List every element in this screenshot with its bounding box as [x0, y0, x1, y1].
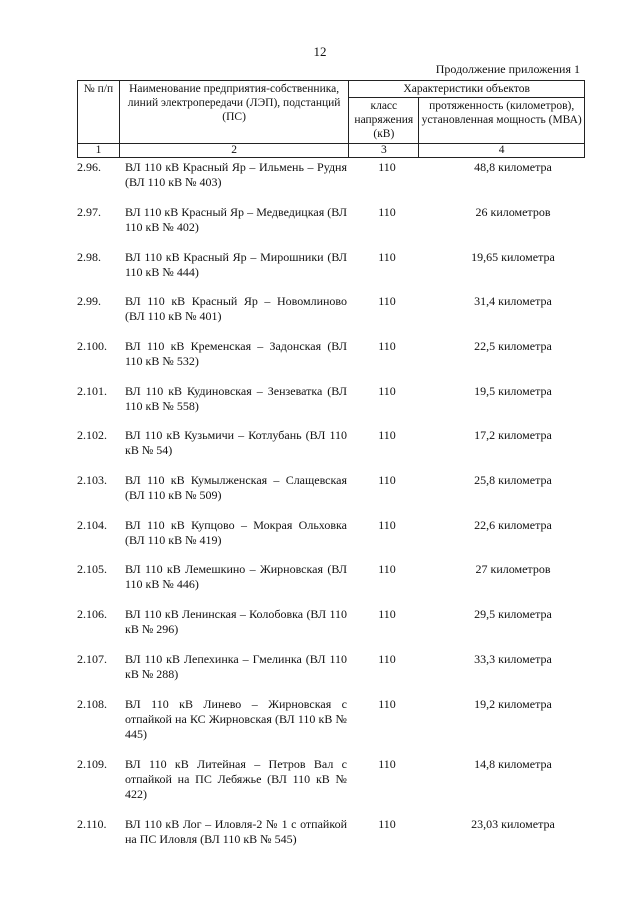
line-length: 48,8 километра [474, 160, 552, 174]
line-length: 17,2 километра [474, 428, 552, 442]
line-length: 22,5 километра [474, 339, 552, 353]
row-number: 2.103. [77, 473, 107, 487]
voltage-class: 110 [378, 473, 396, 487]
column-index-2: 2 [119, 144, 348, 158]
voltage-class: 110 [378, 562, 396, 576]
line-name: ВЛ 110 кВ Лепехинка – Гмелинка (ВЛ 110 кВ № 288) [125, 652, 347, 681]
row-number: 2.104. [77, 518, 107, 532]
line-name: ВЛ 110 кВ Линево – Жирновская с отпайкой на КС Жирновская (ВЛ 110 кВ № 445) [125, 697, 347, 741]
row-number: 2.101. [77, 384, 107, 398]
page-number: 12 [313, 44, 327, 59]
line-name: ВЛ 110 кВ Кудиновская – Зензеватка (ВЛ 110 кВ № 558) [125, 384, 347, 413]
line-name: ВЛ 110 кВ Купцово – Мокрая Ольховка (ВЛ 110 кВ № 419) [125, 518, 347, 547]
header-num: № п/п [78, 81, 120, 144]
line-length: 19,65 километра [471, 250, 555, 264]
row-number: 2.105. [77, 562, 107, 576]
line-name: ВЛ 110 кВ Литейная – Петров Вал с отпайкой на ПС Лебяжье (ВЛ 110 кВ № 422) [125, 757, 347, 801]
column-index-1: 1 [78, 144, 120, 158]
header-name: Наименование предприятия-собственника, линий электропередачи (ЛЭП), подстанций (ПС) [119, 81, 348, 144]
row-number: 2.96. [77, 160, 101, 174]
line-name: ВЛ 110 кВ Красный Яр – Медведицкая (ВЛ 110 кВ № 402) [125, 205, 347, 234]
line-name: ВЛ 110 кВ Лемешкино – Жирновская (ВЛ 110 кВ № 446) [125, 562, 347, 591]
row-number: 2.108. [77, 697, 107, 711]
voltage-class: 110 [378, 652, 396, 666]
line-length: 29,5 километра [474, 607, 552, 621]
line-length: 27 километров [475, 562, 551, 576]
header-voltage-class: класс напряжения (кВ) [349, 98, 419, 144]
column-index-4: 4 [419, 144, 585, 158]
row-number: 2.107. [77, 652, 107, 666]
voltage-class: 110 [378, 160, 396, 174]
voltage-class: 110 [378, 339, 396, 353]
line-name: ВЛ 110 кВ Красный Яр – Мирошники (ВЛ 110 кВ № 444) [125, 250, 347, 279]
line-length: 22,6 километра [474, 518, 552, 532]
voltage-class: 110 [378, 607, 396, 621]
header-extent: протяженность (километров), установленная мощность (МВА) [419, 98, 585, 144]
line-name: ВЛ 110 кВ Красный Яр – Новомлиново (ВЛ 110 кВ № 401) [125, 294, 347, 323]
row-number: 2.100. [77, 339, 107, 353]
continuation-note: Продолжение приложения 1 [435, 62, 580, 76]
line-length: 33,3 километра [474, 652, 552, 666]
line-length: 14,8 километра [474, 757, 552, 771]
row-number: 2.110. [77, 817, 107, 831]
voltage-class: 110 [378, 205, 396, 219]
voltage-class: 110 [378, 294, 396, 308]
line-name: ВЛ 110 кВ Кумылженская – Слащевская (ВЛ 110 кВ № 509) [125, 473, 347, 502]
header-characteristics: Характеристики объектов [349, 81, 585, 98]
voltage-class: 110 [378, 697, 396, 711]
row-number: 2.106. [77, 607, 107, 621]
line-name: ВЛ 110 кВ Красный Яр – Ильмень – Рудня (ВЛ 110 кВ № 403) [125, 160, 347, 189]
line-name: ВЛ 110 кВ Кременская – Задонская (ВЛ 110 кВ № 532) [125, 339, 347, 368]
line-name: ВЛ 110 кВ Кузьмичи – Котлубань (ВЛ 110 кВ № 54) [125, 428, 347, 457]
row-number: 2.97. [77, 205, 101, 219]
row-number: 2.109. [77, 757, 107, 771]
line-name: ВЛ 110 кВ Лог – Иловля-2 № 1 с отпайкой на ПС Иловля (ВЛ 110 кВ № 545) [125, 817, 347, 846]
table-header [77, 80, 585, 158]
column-index-3: 3 [349, 144, 419, 158]
line-name: ВЛ 110 кВ Ленинская – Колобовка (ВЛ 110 кВ № 296) [125, 607, 347, 636]
row-number: 2.99. [77, 294, 101, 308]
voltage-class: 110 [378, 250, 396, 264]
line-length: 23,03 километра [471, 817, 555, 831]
voltage-class: 110 [378, 817, 396, 831]
line-length: 31,4 километра [474, 294, 552, 308]
voltage-class: 110 [378, 518, 396, 532]
row-number: 2.98. [77, 250, 101, 264]
row-number: 2.102. [77, 428, 107, 442]
voltage-class: 110 [378, 384, 396, 398]
line-length: 19,2 километра [474, 697, 552, 711]
voltage-class: 110 [378, 757, 396, 771]
voltage-class: 110 [378, 428, 396, 442]
line-length: 26 километров [475, 205, 551, 219]
line-length: 25,8 километра [474, 473, 552, 487]
line-length: 19,5 километра [474, 384, 552, 398]
